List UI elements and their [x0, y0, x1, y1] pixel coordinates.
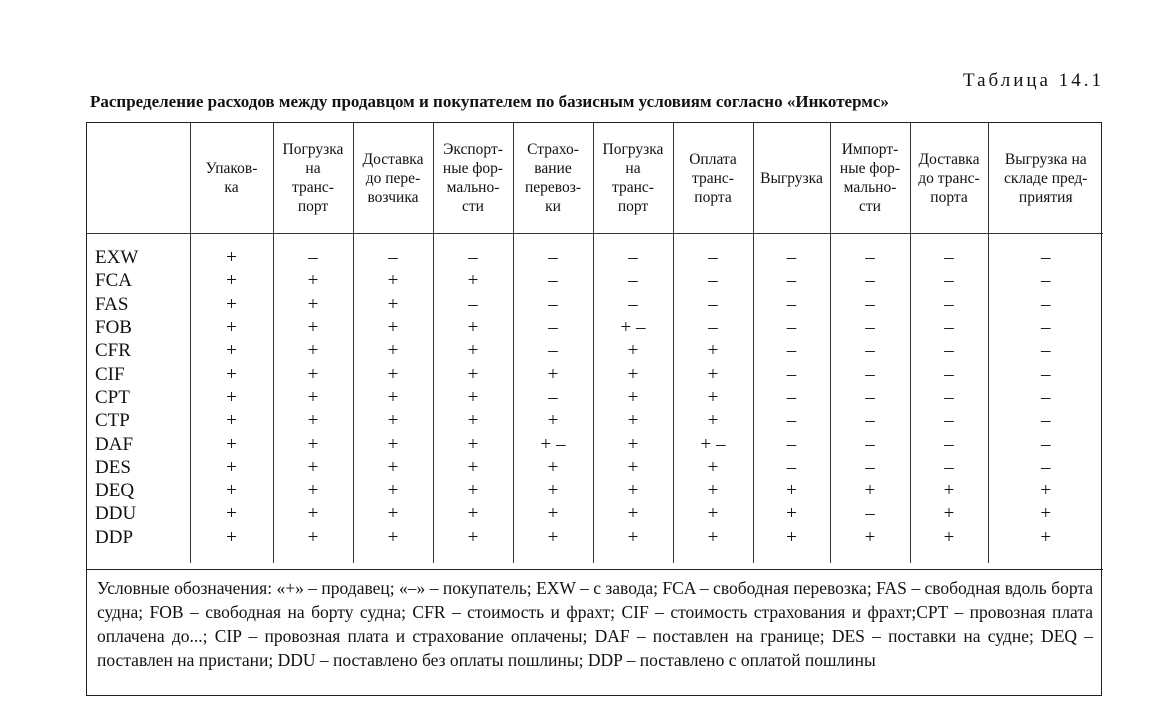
mark-cell: –	[830, 502, 910, 525]
mark-cell: –	[513, 293, 593, 316]
table-body	[87, 234, 1103, 563]
mark-cell: +	[673, 456, 753, 479]
mark-cell: –	[513, 339, 593, 362]
mark-cell: +	[190, 386, 273, 409]
mark-cell: +	[433, 502, 513, 525]
spacer-cell	[753, 234, 830, 247]
mark-cell: + –	[673, 432, 753, 455]
mark-cell: –	[830, 246, 910, 269]
table-row	[87, 502, 1103, 525]
mark-cell: +	[190, 526, 273, 549]
mark-cell: –	[830, 432, 910, 455]
mark-cell: +	[273, 269, 353, 292]
term-cell: FAS	[95, 293, 129, 315]
mark-cell: +	[988, 526, 1103, 549]
term-cell: EXW	[95, 247, 139, 269]
mark-cell: –	[433, 246, 513, 269]
header-cell-export-formalities: Экспорт- ные фор- мально- сти	[433, 123, 513, 234]
mark-cell: +	[433, 479, 513, 502]
mark-cell: +	[190, 339, 273, 362]
mark-cell: –	[753, 456, 830, 479]
mark-cell: –	[433, 293, 513, 316]
mark-cell: +	[433, 409, 513, 432]
table-row	[87, 456, 1103, 479]
mark-cell: +	[513, 479, 593, 502]
term-cell: FOB	[95, 317, 132, 339]
mark-cell: –	[753, 339, 830, 362]
mark-cell: +	[273, 386, 353, 409]
mark-cell: –	[830, 362, 910, 385]
legend-note: Условные обозначения: «+» – продавец; «–» – покупатель; EXW – с завода; FCA – свободная перевозка; FAS – свободная вдоль борта судна; FOB – свободная на борту судна; CFR – стоимость и фрахт; CIF – стоимость страхования и фрахт;CPT – провозная плата оплачена до...; CIP – провозная плата и страхование оплачены; DAF – поставлен на границе; DES – поставки на судне; DEQ – поставлен на пристани; DDU – поставлено без оплаты пошлины; DDP – поставлено с оплатой пошлины	[87, 569, 1103, 695]
mark-cell: +	[273, 316, 353, 339]
table-row	[87, 526, 1103, 549]
mark-cell: +	[753, 502, 830, 525]
header-cell-term	[87, 123, 190, 234]
mark-cell: –	[988, 269, 1103, 292]
mark-cell: –	[593, 269, 673, 292]
spacer-cell	[273, 549, 353, 563]
mark-cell: +	[273, 456, 353, 479]
mark-cell: +	[513, 362, 593, 385]
mark-cell: +	[190, 502, 273, 525]
mark-cell: –	[988, 293, 1103, 316]
mark-cell: +	[273, 409, 353, 432]
mark-cell: +	[910, 526, 988, 549]
mark-cell: +	[273, 339, 353, 362]
mark-cell: +	[190, 269, 273, 292]
spacer-cell	[593, 549, 673, 563]
header-cell-packing: Упаков- ка	[190, 123, 273, 234]
mark-cell: +	[593, 409, 673, 432]
mark-cell: –	[753, 269, 830, 292]
mark-cell: –	[830, 316, 910, 339]
mark-cell: +	[753, 526, 830, 549]
mark-cell: –	[273, 246, 353, 269]
mark-cell: +	[433, 316, 513, 339]
mark-cell: –	[910, 409, 988, 432]
table-row	[87, 339, 1103, 362]
mark-cell: +	[353, 339, 433, 362]
mark-cell: +	[353, 316, 433, 339]
mark-cell: +	[830, 526, 910, 549]
term-cell: DES	[95, 456, 131, 478]
table-row	[87, 409, 1103, 432]
table-row	[87, 432, 1103, 455]
mark-cell: –	[910, 386, 988, 409]
mark-cell: +	[673, 409, 753, 432]
mark-cell: +	[593, 362, 673, 385]
term-cell: DEQ	[95, 480, 135, 502]
table-number: Таблица 14.1	[962, 70, 1104, 91]
spacer-cell	[433, 549, 513, 563]
term-cell: DDP	[95, 526, 134, 548]
mark-cell: +	[273, 479, 353, 502]
table-row	[87, 269, 1103, 292]
mark-cell: +	[593, 432, 673, 455]
spacer-cell	[673, 234, 753, 247]
spacer-cell	[988, 549, 1103, 563]
mark-cell: +	[353, 456, 433, 479]
mark-cell: –	[753, 246, 830, 269]
header-cell-insurance: Страхо- вание перевоз- ки	[513, 123, 593, 234]
spacer-cell	[910, 234, 988, 247]
mark-cell: +	[593, 456, 673, 479]
spacer-cell	[353, 549, 433, 563]
spacer-cell	[190, 234, 273, 247]
table-row	[87, 479, 1103, 502]
mark-cell: +	[273, 293, 353, 316]
mark-cell: +	[593, 479, 673, 502]
mark-cell: –	[753, 409, 830, 432]
spacer-cell	[830, 234, 910, 247]
mark-cell: –	[753, 293, 830, 316]
mark-cell: +	[753, 479, 830, 502]
header-cell-loading: Погрузка на транс- порт	[273, 123, 353, 234]
mark-cell: +	[433, 432, 513, 455]
mark-cell: +	[273, 362, 353, 385]
table-row	[87, 316, 1103, 339]
term-cell: CTP	[95, 410, 130, 432]
mark-cell: –	[910, 246, 988, 269]
mark-cell: –	[910, 362, 988, 385]
header-cell-transport-payment: Оплата транс- порта	[673, 123, 753, 234]
mark-cell: +	[190, 409, 273, 432]
table-caption: Распределение расходов между продавцом и покупателем по базисным условиям согласно «Инкотермс»	[90, 92, 889, 111]
mark-cell: +	[190, 432, 273, 455]
mark-cell: +	[433, 362, 513, 385]
header-row	[87, 123, 1103, 234]
mark-cell: + –	[513, 432, 593, 455]
mark-cell: +	[513, 502, 593, 525]
mark-cell: +	[190, 456, 273, 479]
spacer-cell	[87, 549, 190, 563]
mark-cell: –	[988, 409, 1103, 432]
mark-cell: +	[673, 339, 753, 362]
table-row	[87, 293, 1103, 316]
mark-cell: –	[830, 386, 910, 409]
mark-cell: –	[988, 456, 1103, 479]
mark-cell: +	[593, 526, 673, 549]
mark-cell: +	[673, 362, 753, 385]
mark-cell: –	[673, 246, 753, 269]
header-cell-import-formalities: Импорт- ные фор- мально- сти	[830, 123, 910, 234]
term-cell: CIF	[95, 363, 125, 385]
mark-cell: +	[190, 316, 273, 339]
mark-cell: +	[988, 479, 1103, 502]
header-cell-delivery-to-carrier: Доставка до пере- возчика	[353, 123, 433, 234]
spacer-cell	[830, 549, 910, 563]
mark-cell: +	[593, 386, 673, 409]
mark-cell: +	[433, 339, 513, 362]
mark-cell: +	[513, 526, 593, 549]
mark-cell: +	[593, 339, 673, 362]
mark-cell: +	[273, 526, 353, 549]
mark-cell: –	[513, 269, 593, 292]
mark-cell: +	[673, 526, 753, 549]
mark-cell: –	[988, 386, 1103, 409]
mark-cell: –	[753, 362, 830, 385]
mark-cell: –	[513, 246, 593, 269]
mark-cell: +	[190, 246, 273, 269]
term-cell: CPT	[95, 386, 130, 408]
mark-cell: +	[353, 269, 433, 292]
mark-cell: +	[513, 456, 593, 479]
header-cell-loading-2: Погрузка на транс- порт	[593, 123, 673, 234]
spacer-cell	[433, 234, 513, 247]
end-spacer-row	[87, 549, 1103, 563]
mark-cell: –	[673, 316, 753, 339]
mark-cell: –	[673, 293, 753, 316]
table-row	[87, 386, 1103, 409]
mark-cell: +	[910, 479, 988, 502]
mark-cell: +	[353, 409, 433, 432]
spacer-cell	[513, 234, 593, 247]
mark-cell: –	[988, 362, 1103, 385]
header-cell-delivery-to-transport: Доставка до транс- порта	[910, 123, 988, 234]
mark-cell: +	[353, 502, 433, 525]
mark-cell: –	[830, 293, 910, 316]
mark-cell: +	[353, 386, 433, 409]
term-cell: DDU	[95, 503, 137, 525]
table-row	[87, 362, 1103, 385]
mark-cell: + –	[593, 316, 673, 339]
mark-cell: +	[433, 386, 513, 409]
spacer-cell	[910, 549, 988, 563]
mark-cell: +	[593, 502, 673, 525]
mark-cell: –	[673, 269, 753, 292]
spacer-cell	[190, 549, 273, 563]
mark-cell: –	[910, 293, 988, 316]
mark-cell: –	[830, 269, 910, 292]
mark-cell: –	[988, 246, 1103, 269]
table-row	[87, 246, 1103, 269]
mark-cell: +	[353, 362, 433, 385]
mark-cell: –	[910, 456, 988, 479]
mark-cell: +	[273, 502, 353, 525]
term-cell: CFR	[95, 340, 131, 362]
mark-cell: –	[830, 339, 910, 362]
mark-cell: +	[353, 526, 433, 549]
mark-cell: –	[910, 316, 988, 339]
mark-cell: +	[190, 479, 273, 502]
mark-cell: –	[753, 316, 830, 339]
mark-cell: –	[753, 432, 830, 455]
spacer-cell	[988, 234, 1103, 247]
mark-cell: –	[513, 386, 593, 409]
mark-cell: –	[910, 269, 988, 292]
mark-cell: +	[353, 432, 433, 455]
mark-cell: –	[988, 316, 1103, 339]
mark-cell: –	[988, 339, 1103, 362]
header-cell-unloading: Выгрузка	[753, 123, 830, 234]
mark-cell: –	[353, 246, 433, 269]
spacer-cell	[87, 234, 190, 247]
spacer-cell	[353, 234, 433, 247]
incoterms-table-frame	[86, 122, 1102, 696]
spacer-row	[87, 234, 1103, 247]
spacer-cell	[593, 234, 673, 247]
mark-cell: +	[190, 293, 273, 316]
mark-cell: +	[673, 386, 753, 409]
mark-cell: +	[673, 502, 753, 525]
mark-cell: +	[353, 293, 433, 316]
header-cell-unloading-warehouse: Выгрузка на складе пред- приятия	[988, 123, 1103, 234]
mark-cell: +	[830, 479, 910, 502]
spacer-cell	[753, 549, 830, 563]
term-cell: FCA	[95, 270, 132, 292]
mark-cell: –	[910, 339, 988, 362]
mark-cell: +	[673, 479, 753, 502]
term-cell: DAF	[95, 433, 134, 455]
mark-cell: +	[910, 502, 988, 525]
mark-cell: +	[513, 409, 593, 432]
mark-cell: –	[513, 316, 593, 339]
mark-cell: –	[593, 246, 673, 269]
mark-cell: +	[273, 432, 353, 455]
mark-cell: +	[433, 456, 513, 479]
incoterms-table	[87, 123, 1103, 563]
mark-cell: –	[910, 432, 988, 455]
mark-cell: –	[988, 432, 1103, 455]
mark-cell: –	[830, 409, 910, 432]
mark-cell: +	[190, 362, 273, 385]
spacer-cell	[273, 234, 353, 247]
mark-cell: –	[593, 293, 673, 316]
spacer-cell	[513, 549, 593, 563]
mark-cell: +	[433, 526, 513, 549]
mark-cell: +	[988, 502, 1103, 525]
mark-cell: –	[830, 456, 910, 479]
mark-cell: +	[353, 479, 433, 502]
mark-cell: +	[433, 269, 513, 292]
mark-cell: –	[753, 386, 830, 409]
spacer-cell	[673, 549, 753, 563]
